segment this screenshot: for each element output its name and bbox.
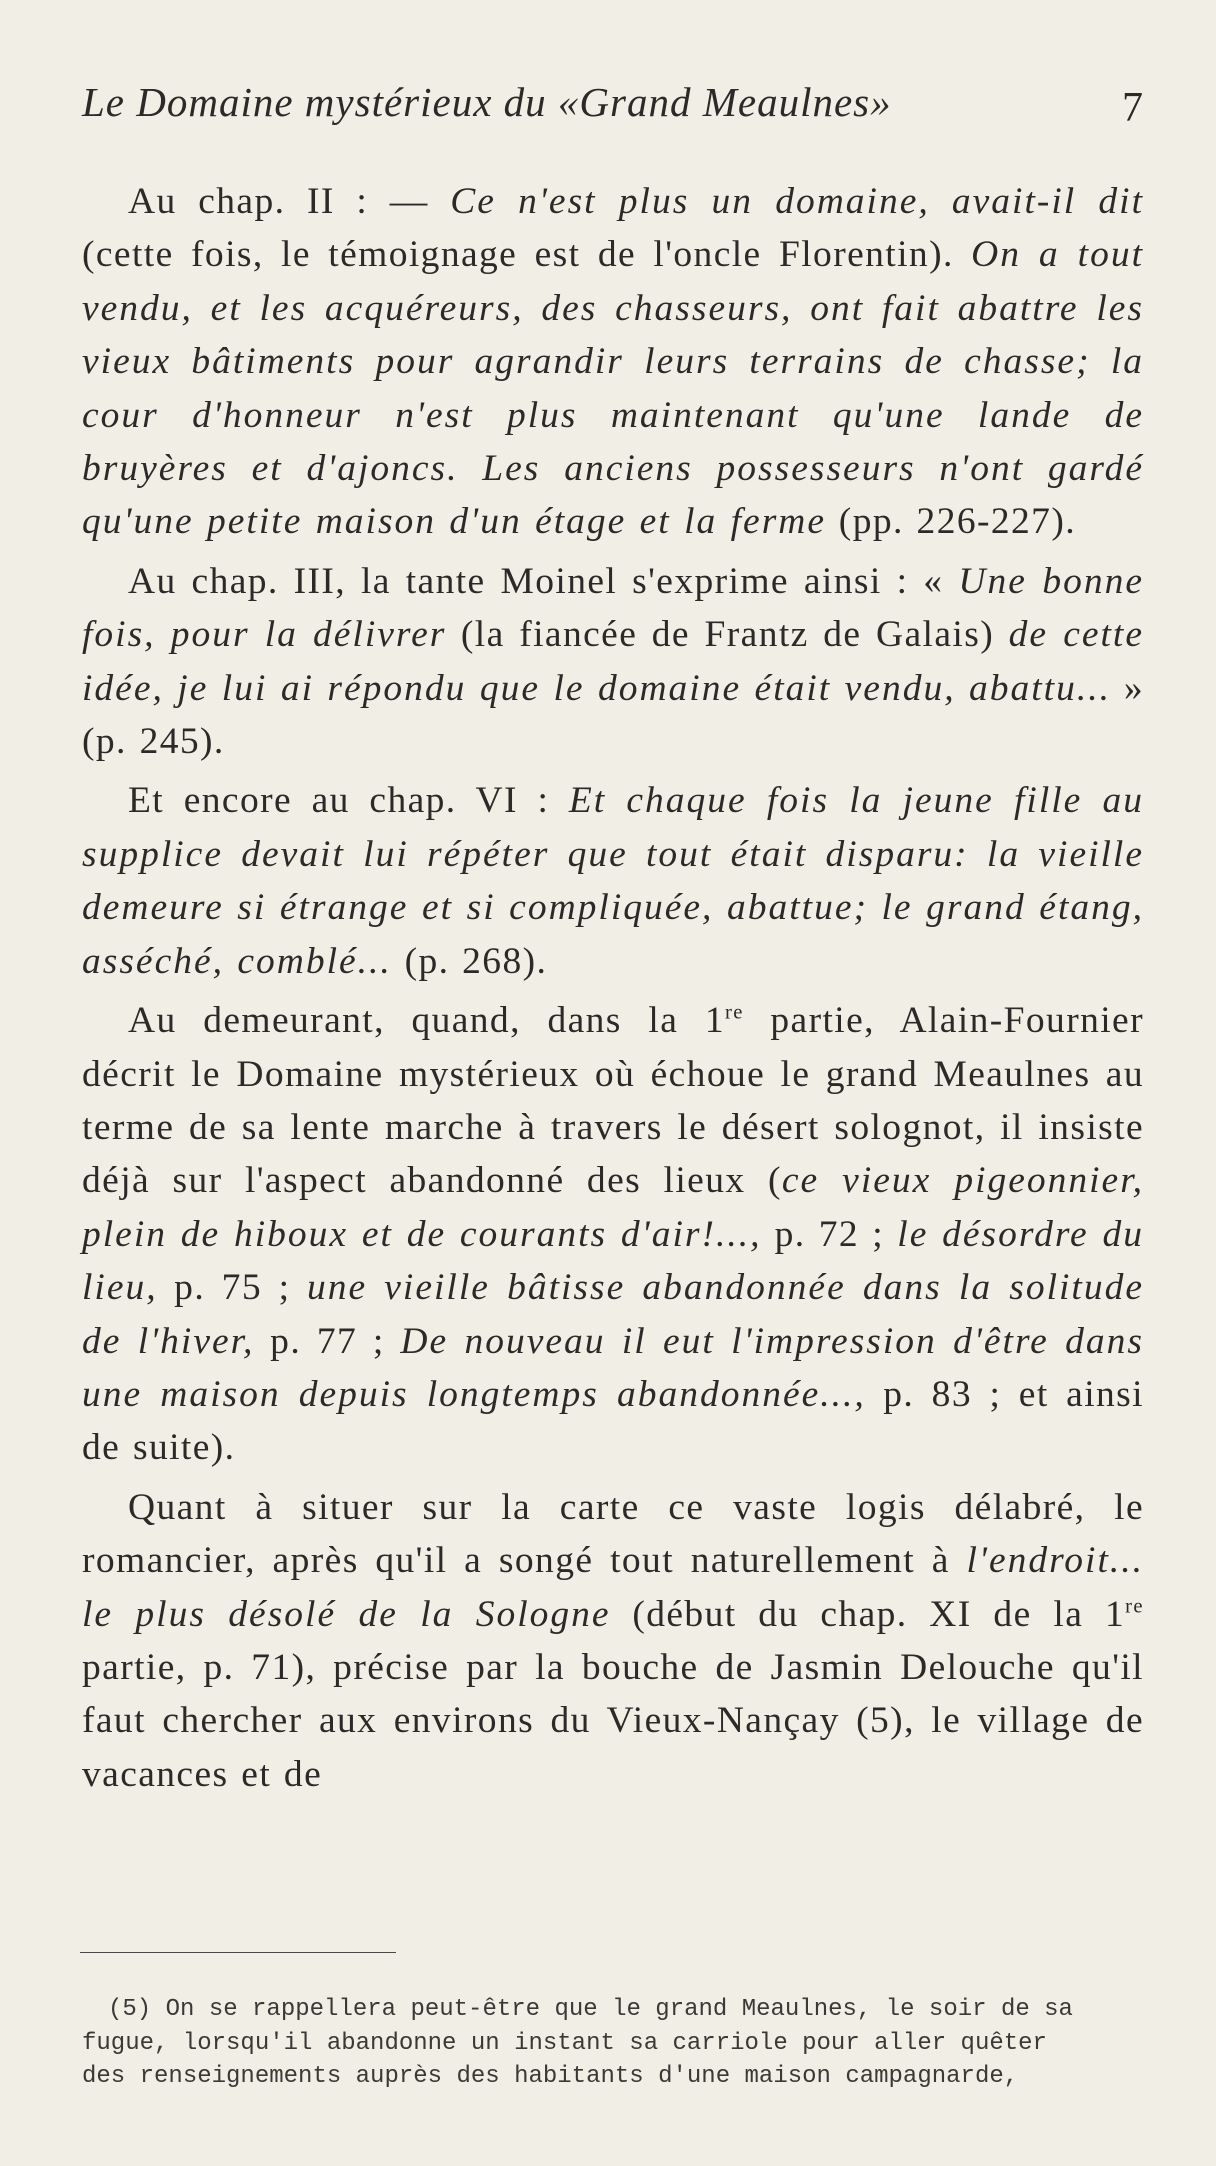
footnote-line: (5) On se rappellera peut-être que le grand Meaulnes, le soir de sa (108, 1996, 1073, 2023)
text-run: Au demeurant, quand, dans la 1 (128, 1000, 725, 1042)
footnote-separator (80, 1952, 396, 1953)
paragraph (82, 1481, 1144, 1801)
paragraph (82, 555, 1144, 769)
italic-quote: Une bonne fois, pour la délivrer (82, 560, 1145, 656)
text-run: Et encore au chap. VI : (128, 780, 569, 822)
text-run: (la fiancée de Frantz de Galais) (446, 614, 1009, 656)
text-run: (cette fois, le témoignage est de l'oncle Florentin). (82, 234, 972, 276)
superscript: re (1125, 1595, 1144, 1618)
italic-quote: On a tout vendu, et les acquéreurs, des chasseurs, ont fait abattre les vieux bâtiments pour agrandir leurs terrains de chasse; la cour d'honneur n'est plus maintenant qu'une lande de bruyères et d'ajoncs. Les anciens possesseurs n'ont gardé qu'une petite maison d'un étage et la ferme (82, 234, 1145, 543)
italic-quote: De nouveau il eut l'impression d'être dans une maison depuis longtemps abandonnée..., (82, 1320, 1144, 1415)
text-run: (début du chap. XI de la 1 (610, 1593, 1126, 1635)
text-run: p. 83 ; et ainsi de suite). (82, 1373, 1144, 1469)
italic-quote: le désordre du lieu, (82, 1213, 1144, 1309)
body-text (82, 175, 1144, 1807)
text-run: partie, Alain-Fournier décrit le Domaine mystérieux où échoue le grand Meaulnes au terme de sa lente marche à travers le désert solognot, il insiste déjà sur l'aspect abandonné des lieux ( (82, 1000, 1144, 1202)
paragraph (82, 774, 1144, 988)
footnote-line: des renseignements auprès des habitants d'une maison campagnarde, (82, 2063, 1019, 2090)
italic-quote: ce vieux pigeonnier, plein de hiboux et de courants d'air!..., (82, 1160, 1145, 1255)
running-head: Le Domaine mystérieux du «Grand Meaulnes» (82, 79, 892, 125)
italic-quote: de cette idée, je lui ai répondu que le domaine était vendu, abattu... (82, 614, 1144, 709)
text-run: p. 72 ; (761, 1213, 898, 1255)
italic-quote: l'endroit... le plus désolé de la Sologne (82, 1540, 1144, 1635)
paragraph (82, 994, 1144, 1475)
text-run: » (p. 245). (82, 667, 1144, 763)
text-run: Au chap. II : — (128, 181, 451, 222)
text-run: p. 75 ; (157, 1267, 307, 1309)
italic-quote: Et chaque fois la jeune fille au supplice devait lui répéter que tout était disparu: la vieille demeure si étrange et si compliquée, abattue; le grand étang, asséché, comblé... (82, 780, 1144, 982)
italic-quote: Ce n'est plus un domaine, avait-il dit (450, 181, 1144, 222)
superscript: re (724, 1001, 744, 1024)
text-run: Au chap. III, la tante Moinel s'exprime ainsi : « (128, 560, 959, 602)
paragraph (82, 175, 1144, 549)
page-number: 7 (1122, 85, 1143, 131)
italic-quote: une vieille bâtisse abandonnée dans la solitude de l'hiver, (82, 1267, 1144, 1362)
text-run: (p. 268). (391, 940, 548, 982)
text-run: Quant à situer sur la carte ce vaste logis délabré, le romancier, après qu'il a songé tout naturellement à (82, 1486, 1144, 1582)
footnote-line: fugue, lorsqu'il abandonne un instant sa carriole pour aller quêter (82, 2029, 1047, 2057)
footnote (82, 1993, 1144, 2094)
text-run: p. 77 ; (254, 1320, 401, 1362)
text-run: (pp. 226-227). (826, 501, 1076, 543)
text-run: partie, p. 71), précise par la bouche de Jasmin Delouche qu'il faut chercher aux environs du Vieux-Nançay (5), le village de vacances et de (82, 1646, 1144, 1795)
